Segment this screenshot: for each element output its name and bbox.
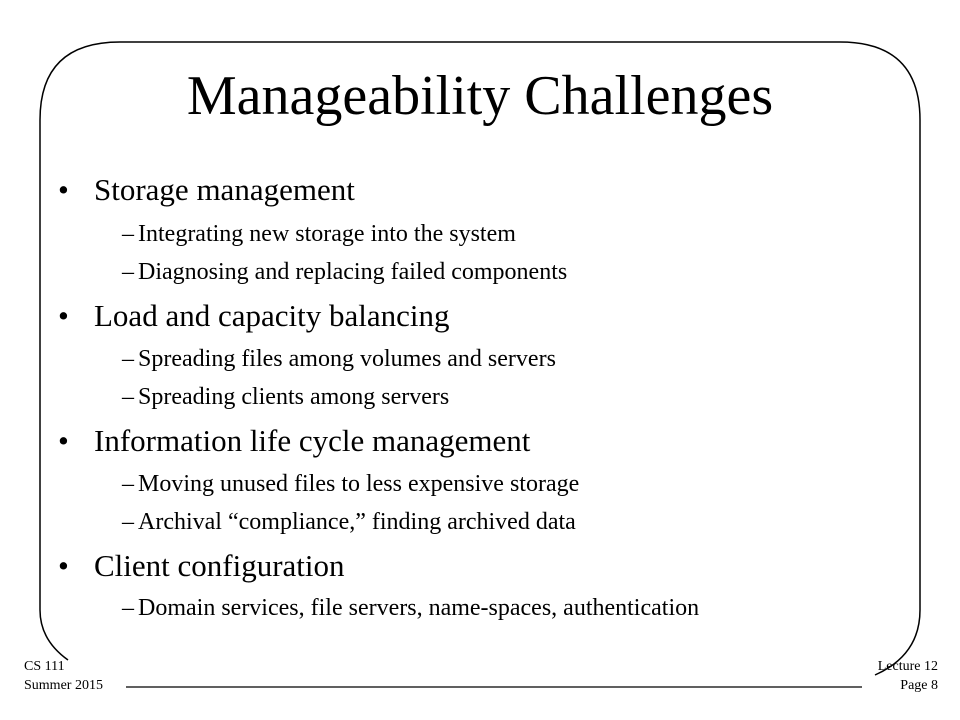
sub-bullet-text: Integrating new storage into the system (138, 221, 516, 247)
bullet-text: Storage management (94, 172, 355, 207)
dash-marker: – (122, 221, 134, 247)
footer-term: Summer 2015 (24, 678, 103, 693)
bullet-text: Load and capacity balancing (94, 298, 450, 333)
footer-lecture-info (878, 657, 938, 695)
sub-bullet-text: Domain services, file servers, name-spaces, authentication (138, 595, 700, 621)
bullet-marker: • (58, 298, 69, 333)
sub-bullet-text: Archival “compliance,” finding archived data (138, 509, 576, 535)
dash-marker: – (122, 595, 134, 621)
dash-marker: – (122, 471, 134, 497)
dash-marker: – (122, 509, 134, 535)
bullet-marker: • (58, 172, 69, 207)
dash-marker: – (122, 384, 134, 410)
footer-lecture: Lecture 12 (877, 659, 938, 674)
sub-bullet-text: Diagnosing and replacing failed components (138, 259, 568, 285)
sub-bullet-text: Moving unused files to less expensive storage (138, 471, 580, 497)
sub-bullet-text: Spreading files among volumes and servers (138, 346, 556, 372)
footer-page-number: Page 8 (900, 678, 938, 693)
sub-bullet-text: Spreading clients among servers (138, 384, 450, 410)
bullet-marker: • (58, 548, 69, 583)
dash-marker: – (122, 259, 134, 285)
slide-title: Manageability Challenges (186, 65, 774, 127)
footer-course: CS 111 (24, 659, 65, 674)
bullet-text: Information life cycle management (94, 423, 531, 458)
footer-course-info (24, 657, 103, 695)
bullet-marker: • (58, 423, 69, 458)
bullet-text: Client configuration (94, 548, 345, 583)
dash-marker: – (122, 346, 134, 372)
